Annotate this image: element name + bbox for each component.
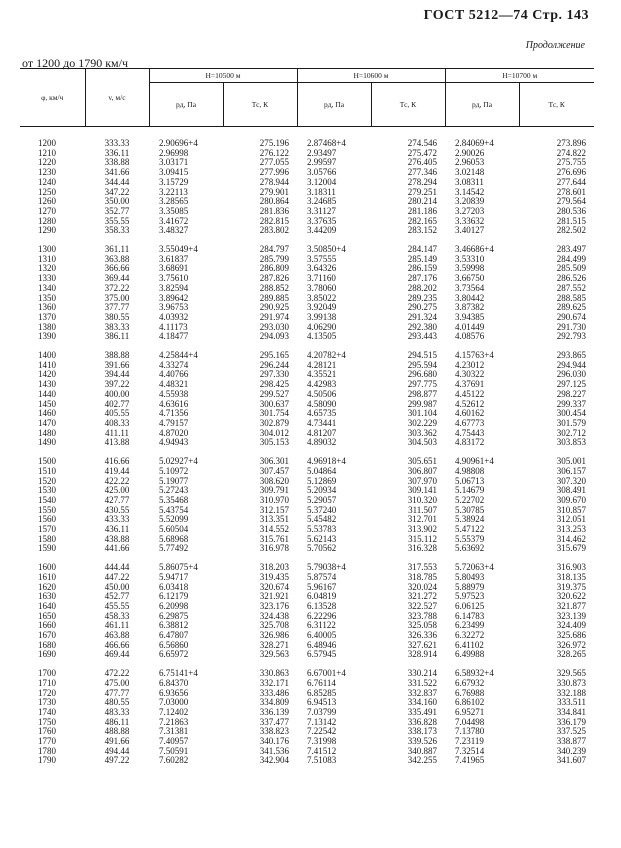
cell-v: 388.88 391.66 394.44 397.22 400.00 402.77 405.55 408.33 411.11 413.88: [104, 350, 130, 448]
cell-phi: 1200 1210 1220 1230 1240 1250 1260 1270 1280 1290: [38, 138, 56, 236]
cell-t1: 275.196 276.122 277.055 277.996 278.944 279.901 280.864 281.836 282.815 283.802: [259, 138, 289, 236]
cell-p1: 6.75141+4 6.84370 6.93656 7.03000 7.12402 7.21863 7.31381 7.40957 7.50591 7.60282: [159, 668, 198, 766]
col-header-pressure: pд, Па: [297, 83, 371, 127]
table-row-block: [20, 342, 594, 448]
cell-t1: 318.203 319.435 320.674 321.921 323.176 324.438 325.708 326.986 328.271 329.563: [259, 562, 289, 660]
col-group-h10600: H=10600 м: [297, 69, 445, 83]
cell-phi: 1600 1610 1620 1630 1640 1650 1660 1670 1680 1690: [38, 562, 56, 660]
cell-p3: 3.46686+4 3.53310 3.59998 3.66750 3.73564 3.80442 3.87382 3.94385 4.01449 4.08576: [455, 244, 494, 342]
cell-v: 361.11 363.88 366.66 369.44 372.22 375.00 377.77 380.55 383.33 386.11: [104, 244, 130, 342]
cell-t3: 273.896 274.822 275.755 276.696 277.644 278.601 279.564 280.536 281.515 282.502: [556, 138, 586, 236]
cell-t1: 330.863 332.171 333.486 334.809 336.139 337.477 338.823 340.176 341.536 342.904: [259, 668, 289, 766]
cell-p3: 5.72063+4 5.80493 5.88979 5.97523 6.06125 6.14783 6.23499 6.32272 6.41102 6.49988: [455, 562, 494, 660]
table-row-block: [20, 660, 594, 766]
cell-v: 444.44 447.22 450.00 452.77 455.55 458.33 461.11 463.88 466.66 469.44: [104, 562, 130, 660]
continued-label: Продолжение: [525, 40, 585, 51]
cell-v: 416.66 419.44 422.22 425.00 427.77 430.55 433.33 436.11 438.88 441.66: [104, 456, 130, 554]
col-group-h10500: H=10500 м: [149, 69, 297, 83]
cell-phi: 1700 1710 1720 1730 1740 1750 1760 1770 1780 1790: [38, 668, 56, 766]
cell-t2: 294.515 295.594 296.680 297.775 298.877 299.987 301.104 302.229 303.362 304.503: [407, 350, 437, 448]
cell-t1: 284.797 285.799 286.809 287.826 288.852 289.885 290.925 291.974 293.030 294.093: [259, 244, 289, 342]
cell-p1: 2.90696+4 2.96998 3.03171 3.09415 3.15729 3.22113 3.28565 3.35085 3.41672 3.48327: [159, 138, 198, 236]
cell-t2: 274.546 275.472 276.405 277.346 278.294 279.251 280.214 281.186 282.165 283.152: [407, 138, 437, 236]
cell-t2: 317.553 318.785 320.024 321.272 322.527 323.788 325.058 326.336 327.621 328.914: [407, 562, 437, 660]
table-row-block: [20, 127, 594, 237]
cell-v: 333.33 336.11 338.88 341.66 344.44 347.22 350.00 352.77 355.55 358.33: [104, 138, 130, 236]
cell-p1: 3.55049+4 3.61837 3.68691 3.75610 3.82594 3.89642 3.96753 4.03932 4.11173 4.18477: [159, 244, 198, 342]
table-row-block: [20, 448, 594, 554]
cell-phi: 1300 1310 1320 1330 1340 1350 1360 1370 1380 1390: [38, 244, 56, 342]
cell-p2: 5.79038+4 5.87574 5.96167 6.04819 6.13528 6.22296 6.31122 6.40005 6.48946 6.57945: [307, 562, 346, 660]
cell-t1: 295.165 296.244 297.330 298.425 299.527 300.637 301.754 302.879 304.012 305.153: [259, 350, 289, 448]
cell-t2: 330.214 331.522 332.837 334.160 335.491 336.828 338.173 339.526 340.887 342.255: [407, 668, 437, 766]
cell-t2: 305.651 306.807 307.970 309.141 310.320 311.507 312.701 313.902 315.112 316.328: [407, 456, 437, 554]
cell-p1: 5.02927+4 5.10972 5.19077 5.27243 5.35468 5.43754 5.52099 5.60504 5.68968 5.77492: [159, 456, 198, 554]
cell-phi: 1400 1410 1420 1430 1440 1450 1460 1470 1480 1490: [38, 350, 56, 448]
atmosphere-table: [20, 68, 594, 766]
cell-p3: 6.58932+4 6.67932 6.76988 6.86102 6.95271 7.04498 7.13780 7.23119 7.32514 7.41965: [455, 668, 494, 766]
cell-t3: 293.865 294.944 296.030 297.125 298.227 299.337 300.454 301.579 302.712 303.853: [556, 350, 586, 448]
cell-v: 472.22 475.00 477.77 480.55 483.33 486.11 488.88 491.66 494.44 497.22: [104, 668, 130, 766]
col-header-speed-ms: v, м/с: [85, 69, 149, 127]
cell-t3: 283.497 284.499 285.509 286.526 287.552 288.585 289.625 290.674 291.730 292.793: [556, 244, 586, 342]
cell-p3: 2.84069+4 2.90026 2.96053 3.02148 3.08311 3.14542 3.20839 3.27203 3.33632 3.40127: [455, 138, 494, 236]
col-header-pressure: pд, Па: [149, 83, 223, 127]
col-header-temperature: Тс, К: [223, 83, 297, 127]
cell-p1: 5.86075+4 5.94717 6.03418 6.12179 6.20998 6.29875 6.38812 6.47807 6.56860 6.65972: [159, 562, 198, 660]
cell-t2: 284.147 285.149 286.159 287.176 288.202 289.235 290.275 291.324 292.380 293.443: [407, 244, 437, 342]
cell-t3: 305.001 306.157 307.320 308.491 309.670 310.857 312.051 313.253 314.462 315.679: [556, 456, 586, 554]
cell-p2: 6.67001+4 6.76114 6.85285 6.94513 7.03799 7.13142 7.22542 7.31998 7.41512 7.51083: [307, 668, 346, 766]
page-header: ГОСТ 5212—74 Стр. 143: [423, 8, 589, 23]
cell-t3: 316.903 318.135 319.375 320.622 321.877 323.139 324.409 325.686 326.972 328.265: [556, 562, 586, 660]
speed-range-note: от 1200 до 1790 км/ч: [22, 56, 128, 70]
cell-p3: 4.15763+4 4.23012 4.30322 4.37691 4.45122 4.52612 4.60162 4.67773 4.75443 4.83172: [455, 350, 494, 448]
col-header-pressure: pд, Па: [445, 83, 519, 127]
col-header-temperature: Тс, К: [371, 83, 445, 127]
table-body: [20, 127, 594, 767]
table-row-block: [20, 236, 594, 342]
table-row-block: [20, 554, 594, 660]
cell-t3: 329.565 330.873 332.188 333.511 334.841 336.179 337.525 338.877 340.239 341.607: [556, 668, 586, 766]
cell-p2: 2.87468+4 2.93497 2.99597 3.05766 3.12004 3.18311 3.24685 3.31127 3.37635 3.44209: [307, 138, 346, 236]
cell-p2: 4.96918+4 5.04864 5.12869 5.20934 5.29057 5.37240 5.45482 5.53783 5.62143 5.70562: [307, 456, 346, 554]
col-header-speed-kmh: φ, км/ч: [20, 69, 85, 127]
col-header-temperature: Тс, К: [519, 83, 594, 127]
col-group-h10700: H=10700 м: [445, 69, 594, 83]
cell-p1: 4.25844+4 4.33274 4.40766 4.48321 4.55938 4.63616 4.71356 4.79157 4.87020 4.94943: [159, 350, 198, 448]
cell-p2: 3.50850+4 3.57555 3.64326 3.71160 3.78060 3.85022 3.92049 3.99138 4.06290 4.13505: [307, 244, 346, 342]
cell-phi: 1500 1510 1520 1530 1540 1550 1560 1570 1580 1590: [38, 456, 56, 554]
cell-p2: 4.20782+4 4.28121 4.35521 4.42983 4.50506 4.58090 4.65735 4.73441 4.81207 4.89032: [307, 350, 346, 448]
cell-t1: 306.301 307.457 308.620 309.791 310.970 312.157 313.351 314.552 315.761 316.978: [259, 456, 289, 554]
cell-p3: 4.90961+4 4.98808 5.06713 5.14679 5.22702 5.30785 5.38924 5.47122 5.55379 5.63692: [455, 456, 494, 554]
